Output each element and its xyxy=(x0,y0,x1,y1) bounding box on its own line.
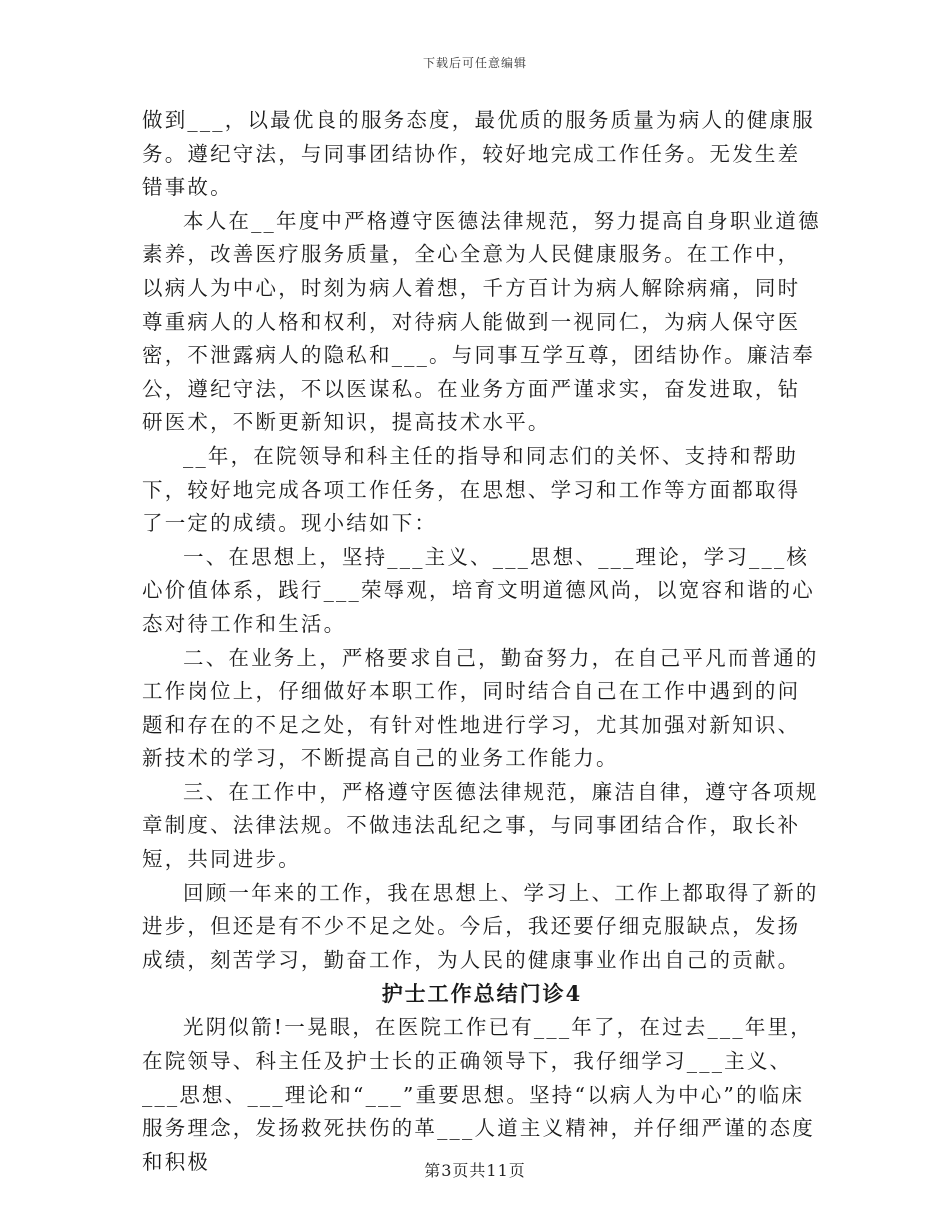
paragraph-4: 一、在思想上，坚持___主义、___思想、___理论，学习___核心价值体系，践行___荣辱观，培育文明道德风尚，以宽容和谐的心态对待工作和生活。 xyxy=(142,544,815,636)
paragraph-3: __年，在院领导和科主任的指导和同志们的关怀、支持和帮助下，较好地完成各项工作任务，在思想、学习和工作等方面都取得了一定的成绩。现小结如下： xyxy=(142,443,801,536)
paragraph-1: 做到___，以最优良的服务态度，最优质的服务质量为病人的健康服务。遵纪守法，与同事团结协作，较好地完成工作任务。无发生差错事故。 xyxy=(142,108,815,200)
paragraph-2: 本人在__年度中严格遵守医德法律规范，努力提高自身职业道德素养，改善医疗服务质量，全心全意为人民健康服务。在工作中，以病人为中心，时刻为病人着想，千方百计为病人解除病痛，同时尊重病人的人格和权利，对待病人能做到一视同仁，为病人保守医密，不泄露病人的隐私和___。与同事互学互尊，团结协作。廉洁奉公，遵纪守法，不以医谋私。在业务方面严谨求实，奋发进取，钻研医术，不断更新知识，提高技术水平。 xyxy=(142,208,821,435)
paragraph-5: 二、在业务上，严格要求自己，勤奋努力，在自己平凡而普通的工作岗位上，仔细做好本职工作，同时结合自己在工作中遇到的问题和存在的不足之处，有针对性地进行学习，尤其加强对新知识、新技术的学习，不断提高自己的业务工作能力。 xyxy=(142,645,819,771)
paragraph-6: 三、在工作中，严格遵守医德法律规范，廉洁自律，遵守各项规章制度、法律法规。不做违法乱纪之事，与同事团结合作，取长补短，共同进步。 xyxy=(142,779,819,872)
document-body xyxy=(142,104,822,1179)
section-paragraph: 光阴似箭!一晃眼，在医院工作已有___年了，在过去___年里，在院领导、科主任及护士长的正确领导下，我仔细学习___主义、___思想、___理论和“___”重要思想。坚持“以病人为中心”的临床服务理念，发扬救死扶伤的革___人道主义精神，并仔细严谨的态度和积极 xyxy=(142,1015,815,1174)
section-title: 护士工作总结门诊4 xyxy=(381,981,583,1007)
page-header: 下载后可任意编辑 xyxy=(422,56,527,70)
paragraph-7: 回顾一年来的工作，我在思想上、学习上、工作上都取得了新的进步，但还是有不少不足之处。今后，我还要仔细克服缺点，发扬成绩，刻苦学习，勤奋工作，为人民的健康事业作出自己的贡献。 xyxy=(142,880,819,972)
page-footer: 第3页共11页 xyxy=(424,1161,526,1180)
